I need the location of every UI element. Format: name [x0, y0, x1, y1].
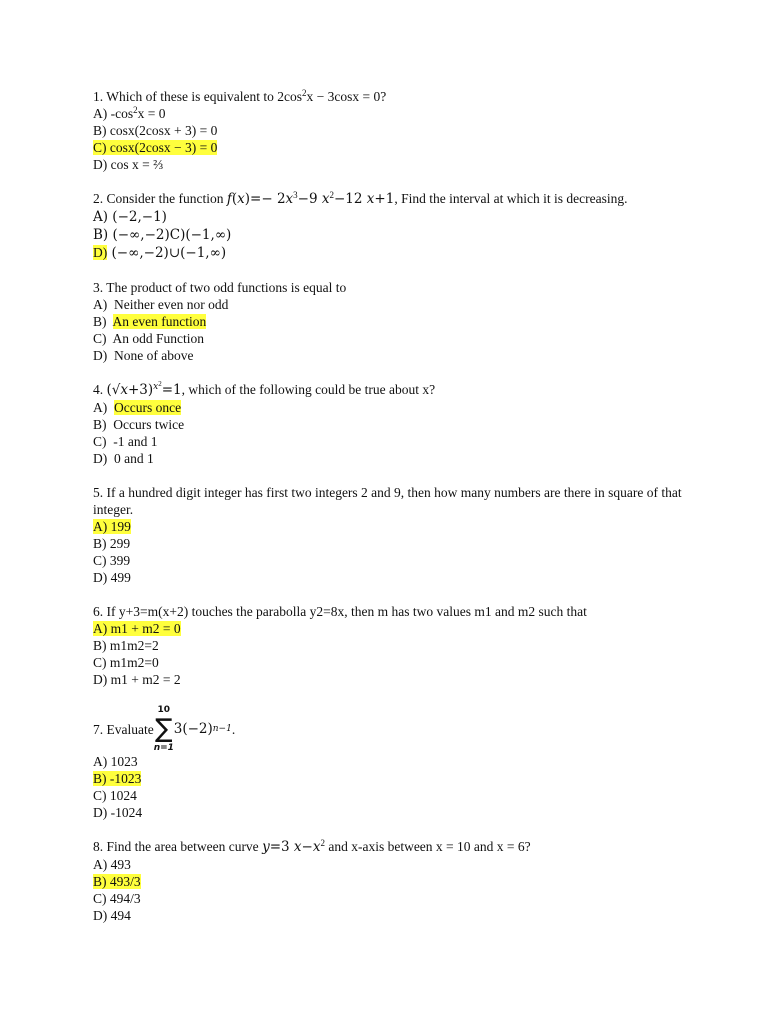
- option-d: D) cos x = ⅔: [93, 157, 164, 172]
- option-a-correct: [93, 518, 693, 535]
- question-8-stem: 8. Find the area between curve y=3 $x-x^2$ and x-axis between x = 10 and x = 6?: [93, 838, 531, 855]
- option-b: B) m1m2=2: [93, 638, 159, 653]
- option-a: A) $-\cos^2x = 0$: [93, 105, 166, 121]
- quiz-document: [93, 88, 693, 924]
- question-1: [93, 88, 693, 173]
- answer-highlight: A) m1 + m2 = 0: [93, 621, 181, 636]
- option-b-correct: [93, 873, 693, 890]
- question-4: [93, 381, 693, 467]
- answer-highlight: D): [93, 245, 108, 260]
- option-d: D) -1024: [93, 805, 143, 820]
- option-b: B) cosx(2cosx + 3) = 0: [93, 123, 218, 138]
- question-7-stem: 7. Evaluate 10 ∑ n=1 3(−2) n−1 .: [93, 705, 236, 753]
- answer-highlight: B) 493/3: [93, 874, 141, 889]
- question-8: [93, 838, 693, 924]
- option-a: A) 493: [93, 857, 131, 872]
- summation-symbol: 10 ∑ n=1: [153, 705, 174, 753]
- answer-highlight: B) -1023: [93, 771, 142, 786]
- option-a-correct: [93, 620, 693, 637]
- option-d: D) 0 and 1: [93, 451, 154, 466]
- answer-highlight: An even function: [112, 314, 207, 329]
- option-b-correct: B) An even function: [93, 314, 207, 329]
- question-2-stem: 2. Consider the function $f(x)=- 2x^3-9$ $x^2-12$ x+1, Find the interval at which it is decreasing.: [93, 190, 628, 207]
- answer-highlight: C) cosx(2cosx − 3) = 0: [93, 140, 218, 155]
- option-d-correct: D) (−∞,−2)∪(−1,∞): [93, 245, 227, 261]
- answer-highlight: A) 199: [93, 519, 131, 534]
- option-b-correct: [93, 770, 693, 787]
- option-c: C) 494/3: [93, 891, 141, 906]
- question-3-stem: 3. The product of two odd functions is equal to: [93, 280, 347, 295]
- option-b: B) Occurs twice: [93, 417, 185, 432]
- question-2: [93, 190, 693, 262]
- option-b: B) 299: [93, 536, 131, 551]
- option-c: C) m1m2=0: [93, 655, 159, 670]
- option-d: D) 494: [93, 908, 131, 923]
- option-c-correct: [93, 139, 693, 156]
- question-6-stem: 6. If y+3=m(x+2) touches the parabolla y2=8x, then m has two values m1 and m2 such that: [93, 604, 587, 619]
- option-c: C) An odd Function: [93, 331, 205, 346]
- option-b-c: B) (−∞,−2)C)(−1,∞): [93, 227, 232, 243]
- option-a-correct: A) Occurs once: [93, 400, 182, 415]
- option-a: A) (−2,−1): [93, 209, 167, 225]
- question-7: [93, 705, 693, 821]
- question-5-stem: 5. If a hundred digit integer has first two integers 2 and 9, then how many numbers are there in square of that integer.: [93, 485, 682, 517]
- question-4-stem: 4. $(√x+3)^{x2}=1$, which of the following could be true about x?: [93, 380, 436, 398]
- option-c: C) 1024: [93, 788, 137, 803]
- option-a: A) Neither even nor odd: [93, 297, 229, 312]
- answer-highlight: Occurs once: [114, 400, 182, 415]
- question-1-stem: 1. Which of these is equivalent to $2\cos^2x - 3\cos x = 0$?: [93, 88, 387, 104]
- option-d: D) None of above: [93, 348, 194, 363]
- question-6: [93, 603, 693, 688]
- option-c: C) 399: [93, 553, 131, 568]
- option-a: A) 1023: [93, 754, 138, 769]
- question-3: [93, 279, 693, 364]
- option-d: D) 499: [93, 570, 131, 585]
- option-d: D) m1 + m2 = 2: [93, 672, 181, 687]
- question-5: [93, 484, 693, 586]
- option-c: C) -1 and 1: [93, 434, 158, 449]
